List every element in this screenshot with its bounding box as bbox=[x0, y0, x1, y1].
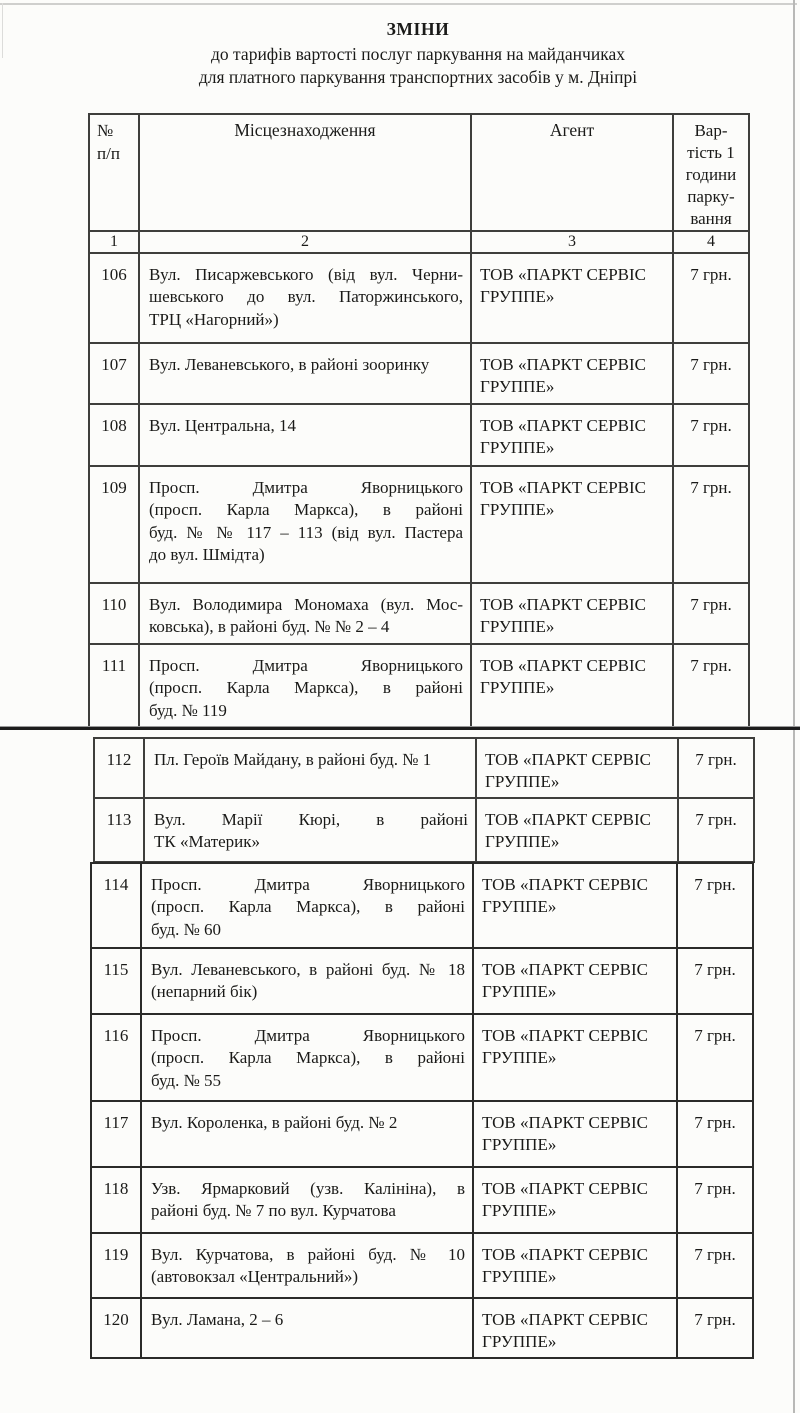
agent-line: ТОВ «ПАРКТ СЕРВІС bbox=[480, 595, 647, 614]
location-line: до вул. Шмідта) bbox=[149, 545, 265, 565]
agent-cell bbox=[473, 1233, 677, 1298]
table-row bbox=[91, 948, 753, 1014]
agent-line: ТОВ «ПАРКТ СЕРВІС bbox=[482, 1179, 649, 1198]
location-line: ковська), в районі буд. № № 2 – 4 bbox=[149, 617, 390, 637]
agent-line: ТОВ «ПАРКТ СЕРВІС bbox=[482, 1026, 649, 1045]
location-cell bbox=[139, 466, 471, 583]
agent-line: ГРУППЕ» bbox=[480, 287, 555, 306]
agent-cell bbox=[473, 1167, 677, 1233]
table-row bbox=[89, 343, 749, 404]
agent-line: ТОВ «ПАРКТ СЕРВІС bbox=[482, 1245, 649, 1264]
location-line: (просп. Карла Маркса), в районі bbox=[151, 897, 465, 917]
location-line: (просп. Карла Маркса), в районі bbox=[149, 678, 463, 698]
location-cell bbox=[144, 798, 476, 862]
location-cell bbox=[141, 1101, 473, 1167]
price-cell: 7 грн. bbox=[673, 644, 749, 729]
title-block bbox=[88, 16, 748, 89]
price-cell: 7 грн. bbox=[673, 404, 749, 466]
location-line: (просп. Карла Маркса), в районі bbox=[151, 1048, 465, 1068]
table-row bbox=[91, 1233, 753, 1298]
header-cell-price bbox=[673, 114, 749, 231]
location-line: районі буд. № 7 по вул. Курчатова bbox=[151, 1201, 396, 1221]
table-row bbox=[91, 863, 753, 948]
row-number-cell: 109 bbox=[89, 466, 139, 583]
column-numbers-row bbox=[89, 231, 749, 253]
location-line: Вул. Писаржевського (від вул. Черни- bbox=[149, 265, 463, 284]
header-number-line: п/п bbox=[97, 144, 120, 163]
location-line: Вул. Ламана, 2 – 6 bbox=[151, 1310, 284, 1329]
row-number-cell: 111 bbox=[89, 644, 139, 729]
location-line: Вул. Марії Кюрі, в районі bbox=[154, 810, 468, 829]
location-cell bbox=[144, 738, 476, 798]
agent-cell bbox=[471, 583, 673, 644]
header-price-line: Вар- bbox=[694, 121, 728, 140]
location-cell bbox=[141, 863, 473, 948]
agent-cell bbox=[476, 798, 678, 862]
location-line: буд. № 55 bbox=[151, 1070, 222, 1090]
price-cell: 7 грн. bbox=[677, 948, 753, 1014]
agent-line: ТОВ «ПАРКТ СЕРВІС bbox=[480, 478, 647, 497]
price-cell: 7 грн. bbox=[677, 1298, 753, 1358]
price-cell: 7 грн. bbox=[673, 466, 749, 583]
location-cell bbox=[139, 644, 471, 729]
agent-line: ТОВ «ПАРКТ СЕРВІС bbox=[482, 1310, 649, 1329]
agent-cell bbox=[476, 738, 678, 798]
location-line: Пл. Героїв Майдану, в районі буд. № 1 bbox=[154, 750, 432, 769]
page-title: ЗМІНИ bbox=[386, 19, 450, 39]
header-cell-agent: Агент bbox=[471, 114, 673, 231]
column-number-cell: 3 bbox=[471, 231, 673, 253]
agent-cell bbox=[473, 948, 677, 1014]
table-row bbox=[94, 738, 754, 798]
price-cell: 7 грн. bbox=[677, 1101, 753, 1167]
agent-line: ГРУППЕ» bbox=[482, 1048, 557, 1067]
location-line: шевського до вул. Паторжинського, bbox=[149, 287, 463, 307]
location-cell bbox=[141, 1298, 473, 1358]
table-row bbox=[91, 1167, 753, 1233]
location-cell bbox=[139, 343, 471, 404]
agent-line: ТОВ «ПАРКТ СЕРВІС bbox=[482, 1113, 649, 1132]
agent-line: ТОВ «ПАРКТ СЕРВІС bbox=[480, 655, 647, 675]
agent-cell bbox=[471, 404, 673, 466]
scan-edge-left bbox=[2, 3, 3, 58]
page-break-scan-line bbox=[0, 726, 800, 730]
price-cell: 7 грн. bbox=[678, 738, 754, 798]
location-cell bbox=[141, 1167, 473, 1233]
location-line: Узв. Ярмарковий (узв. Калініна), в bbox=[151, 1179, 465, 1198]
price-cell: 7 грн. bbox=[677, 1014, 753, 1101]
agent-line: ТОВ «ПАРКТ СЕРВІС bbox=[480, 265, 647, 284]
agent-line: ТОВ «ПАРКТ СЕРВІС bbox=[485, 750, 652, 769]
agent-line: ГРУППЕ» bbox=[482, 982, 557, 1001]
agent-line: ТОВ «ПАРКТ СЕРВІС bbox=[485, 810, 652, 829]
agent-line: ГРУППЕ» bbox=[480, 377, 555, 396]
header-price-line: парку- bbox=[687, 187, 735, 206]
table-row bbox=[91, 1014, 753, 1101]
location-line: Вул. Леваневського, в районі буд. № 18 bbox=[151, 960, 465, 979]
column-number-cell: 4 bbox=[673, 231, 749, 253]
agent-line: ГРУППЕ» bbox=[480, 500, 555, 519]
location-line: Вул. Курчатова, в районі буд. № 10 bbox=[151, 1245, 465, 1264]
row-number-cell: 116 bbox=[91, 1014, 141, 1101]
agent-line: ГРУППЕ» bbox=[482, 1267, 557, 1286]
agent-line: ГРУППЕ» bbox=[482, 1201, 557, 1220]
location-line: (непарний бік) bbox=[151, 982, 258, 1002]
header-cell-location: Місцезнаходження bbox=[139, 114, 471, 231]
column-number-cell: 1 bbox=[89, 231, 139, 253]
table-header-row bbox=[89, 114, 749, 231]
table-row bbox=[94, 798, 754, 862]
location-line: Просп. Дмитра Яворницького bbox=[151, 1026, 465, 1045]
subtitle-line-2: для платного паркування транспортних засобів у м. Дніпрі bbox=[198, 67, 638, 87]
agent-line: ТОВ «ПАРКТ СЕРВІС bbox=[482, 960, 649, 979]
row-number-cell: 110 bbox=[89, 583, 139, 644]
table-row bbox=[89, 253, 749, 343]
scan-edge-top bbox=[0, 3, 797, 5]
location-line: Вул. Леваневського, в районі зооринку bbox=[149, 355, 430, 374]
agent-line: ГРУППЕ» bbox=[482, 1332, 557, 1351]
location-cell bbox=[139, 253, 471, 343]
location-cell bbox=[139, 404, 471, 466]
price-cell: 7 грн. bbox=[673, 343, 749, 404]
location-line: Просп. Дмитра Яворницького bbox=[149, 655, 463, 675]
row-number-cell: 106 bbox=[89, 253, 139, 343]
row-number-cell: 113 bbox=[94, 798, 144, 862]
location-cell bbox=[141, 1014, 473, 1101]
location-cell bbox=[139, 583, 471, 644]
agent-cell bbox=[471, 253, 673, 343]
price-cell: 7 грн. bbox=[673, 253, 749, 343]
header-number-line: № bbox=[97, 121, 114, 140]
row-number-cell: 107 bbox=[89, 343, 139, 404]
agent-line: ТОВ «ПАРКТ СЕРВІС bbox=[480, 355, 647, 374]
price-cell: 7 грн. bbox=[677, 1233, 753, 1298]
price-cell: 7 грн. bbox=[677, 863, 753, 948]
row-number-cell: 114 bbox=[91, 863, 141, 948]
agent-line: ГРУППЕ» bbox=[485, 832, 560, 851]
tariff-table-part-3 bbox=[90, 862, 754, 1359]
location-cell bbox=[141, 1233, 473, 1298]
table-row bbox=[89, 404, 749, 466]
location-line: Просп. Дмитра Яворницького bbox=[149, 478, 463, 497]
price-cell: 7 грн. bbox=[678, 798, 754, 862]
agent-line: ГРУППЕ» bbox=[480, 617, 555, 636]
agent-line: ТОВ «ПАРКТ СЕРВІС bbox=[482, 875, 649, 894]
agent-line: ГРУППЕ» bbox=[482, 1135, 557, 1154]
agent-cell bbox=[471, 466, 673, 583]
scan-edge-right bbox=[793, 0, 795, 1413]
agent-cell bbox=[473, 1298, 677, 1358]
location-line: (автовокзал «Центральний») bbox=[151, 1267, 359, 1287]
agent-line: ГРУППЕ» bbox=[480, 438, 555, 457]
row-number-cell: 108 bbox=[89, 404, 139, 466]
tariff-table-part-1 bbox=[88, 113, 750, 730]
location-line: ТРЦ «Нагорний») bbox=[149, 309, 279, 329]
agent-line: ГРУППЕ» bbox=[482, 897, 557, 916]
agent-cell bbox=[473, 863, 677, 948]
header-price-line: години bbox=[685, 165, 737, 184]
header-price-line: вання bbox=[690, 209, 732, 228]
subtitle-line-1: до тарифів вартості послуг паркування на майданчиках bbox=[211, 44, 625, 64]
agent-line: ГРУППЕ» bbox=[485, 772, 560, 791]
price-cell: 7 грн. bbox=[677, 1167, 753, 1233]
tariff-table-part-2 bbox=[93, 737, 755, 863]
row-number-cell: 119 bbox=[91, 1233, 141, 1298]
table-row bbox=[91, 1101, 753, 1167]
row-number-cell: 118 bbox=[91, 1167, 141, 1233]
table-row bbox=[89, 644, 749, 729]
location-line: Просп. Дмитра Яворницького bbox=[151, 875, 465, 894]
location-line: Вул. Центральна, 14 bbox=[149, 416, 296, 435]
agent-cell bbox=[473, 1101, 677, 1167]
location-line: Вул. Короленка, в районі буд. № 2 bbox=[151, 1113, 398, 1132]
location-line: Вул. Володимира Мономаха (вул. Мос- bbox=[149, 595, 463, 614]
row-number-cell: 117 bbox=[91, 1101, 141, 1167]
location-line: (просп. Карла Маркса), в районі bbox=[149, 500, 463, 520]
agent-cell bbox=[471, 644, 673, 729]
location-cell bbox=[141, 948, 473, 1014]
table-row bbox=[89, 583, 749, 644]
row-number-cell: 112 bbox=[94, 738, 144, 798]
location-line: ТК «Материк» bbox=[154, 832, 261, 852]
table-row bbox=[91, 1298, 753, 1358]
location-line: буд. № № 117 – 113 (від вул. Пастера bbox=[149, 522, 463, 542]
price-cell: 7 грн. bbox=[673, 583, 749, 644]
row-number-cell: 115 bbox=[91, 948, 141, 1014]
agent-cell bbox=[471, 343, 673, 404]
header-cell-number bbox=[89, 114, 139, 231]
location-line: буд. № 119 bbox=[149, 700, 227, 720]
agent-line: ГРУППЕ» bbox=[480, 677, 555, 697]
row-number-cell: 120 bbox=[91, 1298, 141, 1358]
header-price-line: тість 1 bbox=[687, 143, 735, 162]
column-number-cell: 2 bbox=[139, 231, 471, 253]
location-line: буд. № 60 bbox=[151, 919, 222, 939]
table-row bbox=[89, 466, 749, 583]
agent-line: ТОВ «ПАРКТ СЕРВІС bbox=[480, 416, 647, 435]
agent-cell bbox=[473, 1014, 677, 1101]
